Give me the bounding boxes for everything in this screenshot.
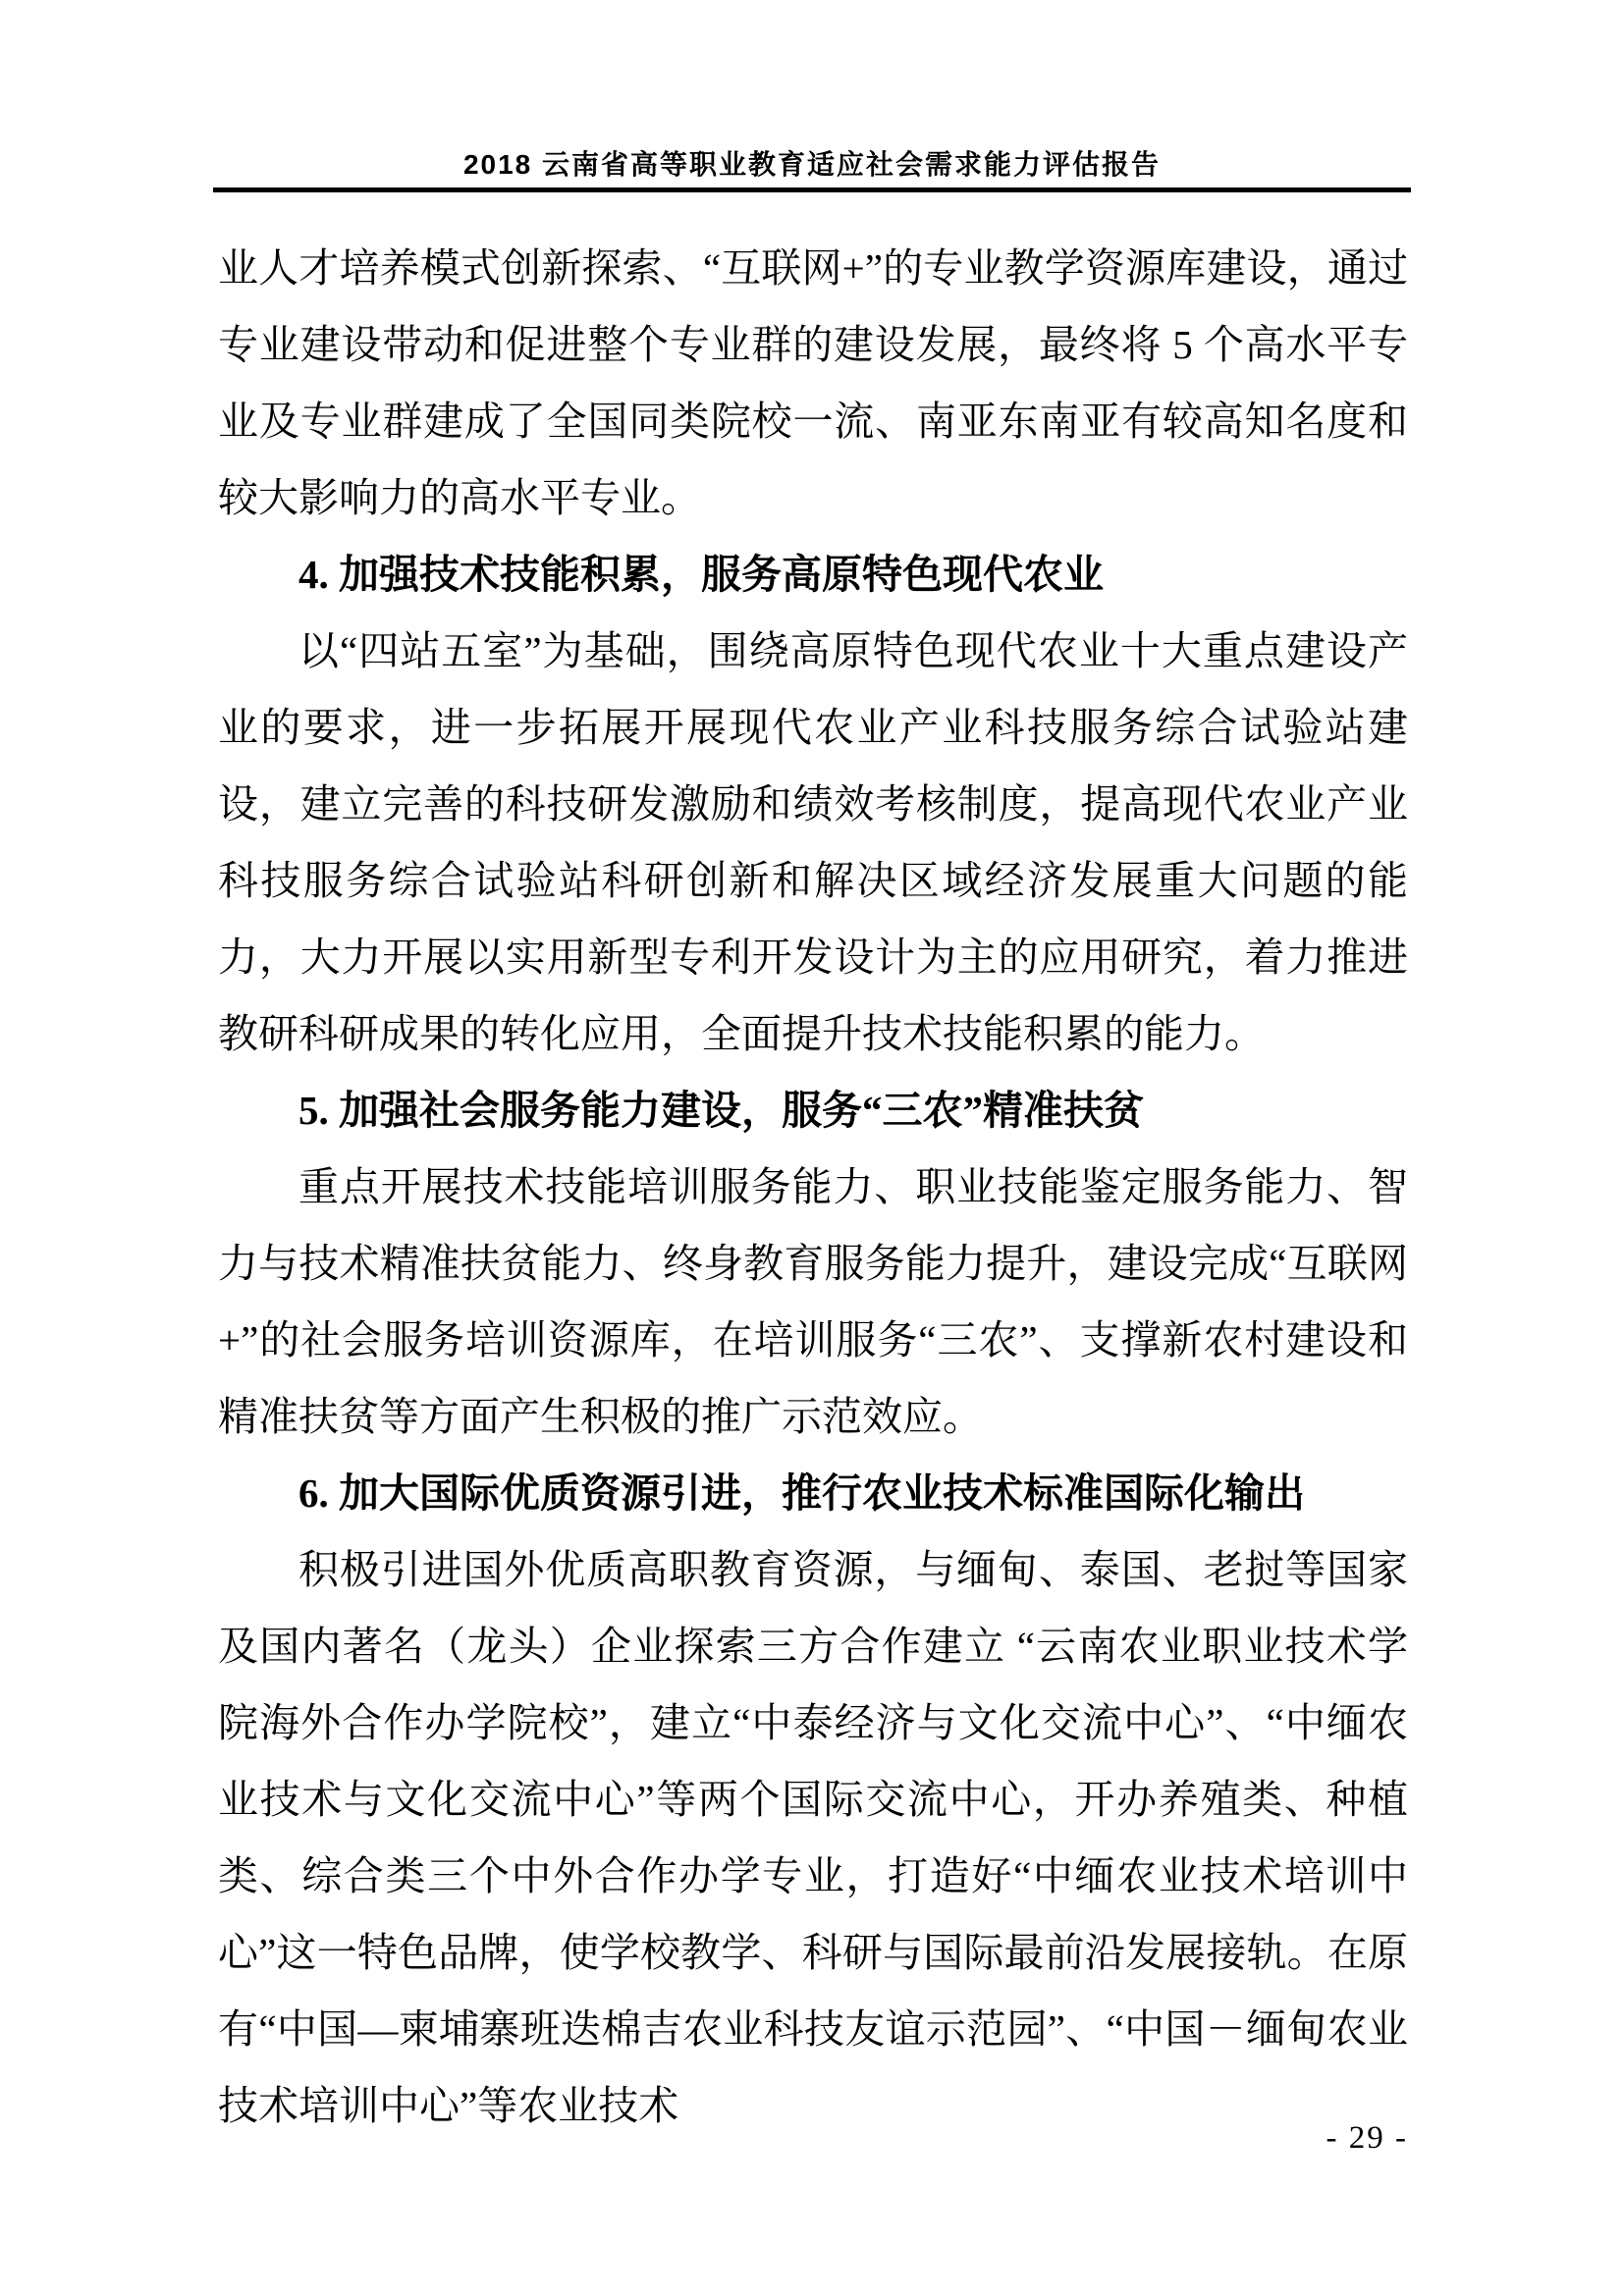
section-heading-5: 5. 加强社会服务能力建设，服务“三农”精准扶贫 (298, 1088, 1144, 1133)
section-heading-6: 6. 加大国际优质资源引进，推行农业技术标准国际化输出 (298, 1470, 1305, 1516)
paragraph-section-6: 积极引进国外优质高职教育资源，与缅甸、泰国、老挝等国家及国内著名（龙头）企业探索三方合作建立 “云南农业职业技术学院海外合作办学院校”，建立“中泰经济与文化交流中心”、“中缅农业技术与文化交流中心”等两个国际交流中心，开办养殖类、种植类、综合类三个中外合作办学专业，打造好“中缅农业技术培训中心”这一特色品牌，使学校教学、科研与国际最前沿发展接轨。在原有“中国—柬埔寨班迭棉吉农业科技友谊示范园”、“中国－缅甸农业技术培训中心”等农业技术 (218, 1547, 1408, 2128)
header-rule (213, 187, 1411, 192)
body-content (218, 230, 1408, 2144)
paragraph-continued-professional-groups: 业人才培养模式创新探索、“互联网+”的专业教学资源库建设，通过专业建设带动和促进整个专业群的建设发展，最终将 5 个高水平专业及专业群建成了全国同类院校一流、南亚东南亚有较高知名度和较大影响力的高水平专业。 (218, 245, 1408, 520)
section-heading-4: 4. 加强技术技能积累，服务高原特色现代农业 (298, 552, 1104, 597)
page-footer (218, 2118, 1408, 2158)
paragraph-section-5: 重点开展技术技能培训服务能力、职业技能鉴定服务能力、智力与技术精准扶贫能力、终身教育服务能力提升，建设完成“互联网+”的社会服务培训资源库，在培训服务“三农”、支撑新农村建设和精准扶贫等方面产生积极的推广示范效应。 (218, 1164, 1408, 1439)
running-header-title: 2018 云南省高等职业教育适应社会需求能力评估报告 (462, 149, 1162, 180)
paragraph-section-4: 以“四站五室”为基础，围绕高原特色现代农业十大重点建设产业的要求，进一步拓展开展现代农业产业科技服务综合试验站建设，建立完善的科技研发激励和绩效考核制度，提高现代农业产业科技服务综合试验站科研创新和解决区域经济发展重大问题的能力，大力开展以实用新型专利开发设计为主的应用研究，着力推进教研科研成果的转化应用，全面提升技术技能积累的能力。 (218, 628, 1408, 1056)
page-header (213, 145, 1411, 192)
page-number: - 29 - (1326, 2120, 1408, 2156)
